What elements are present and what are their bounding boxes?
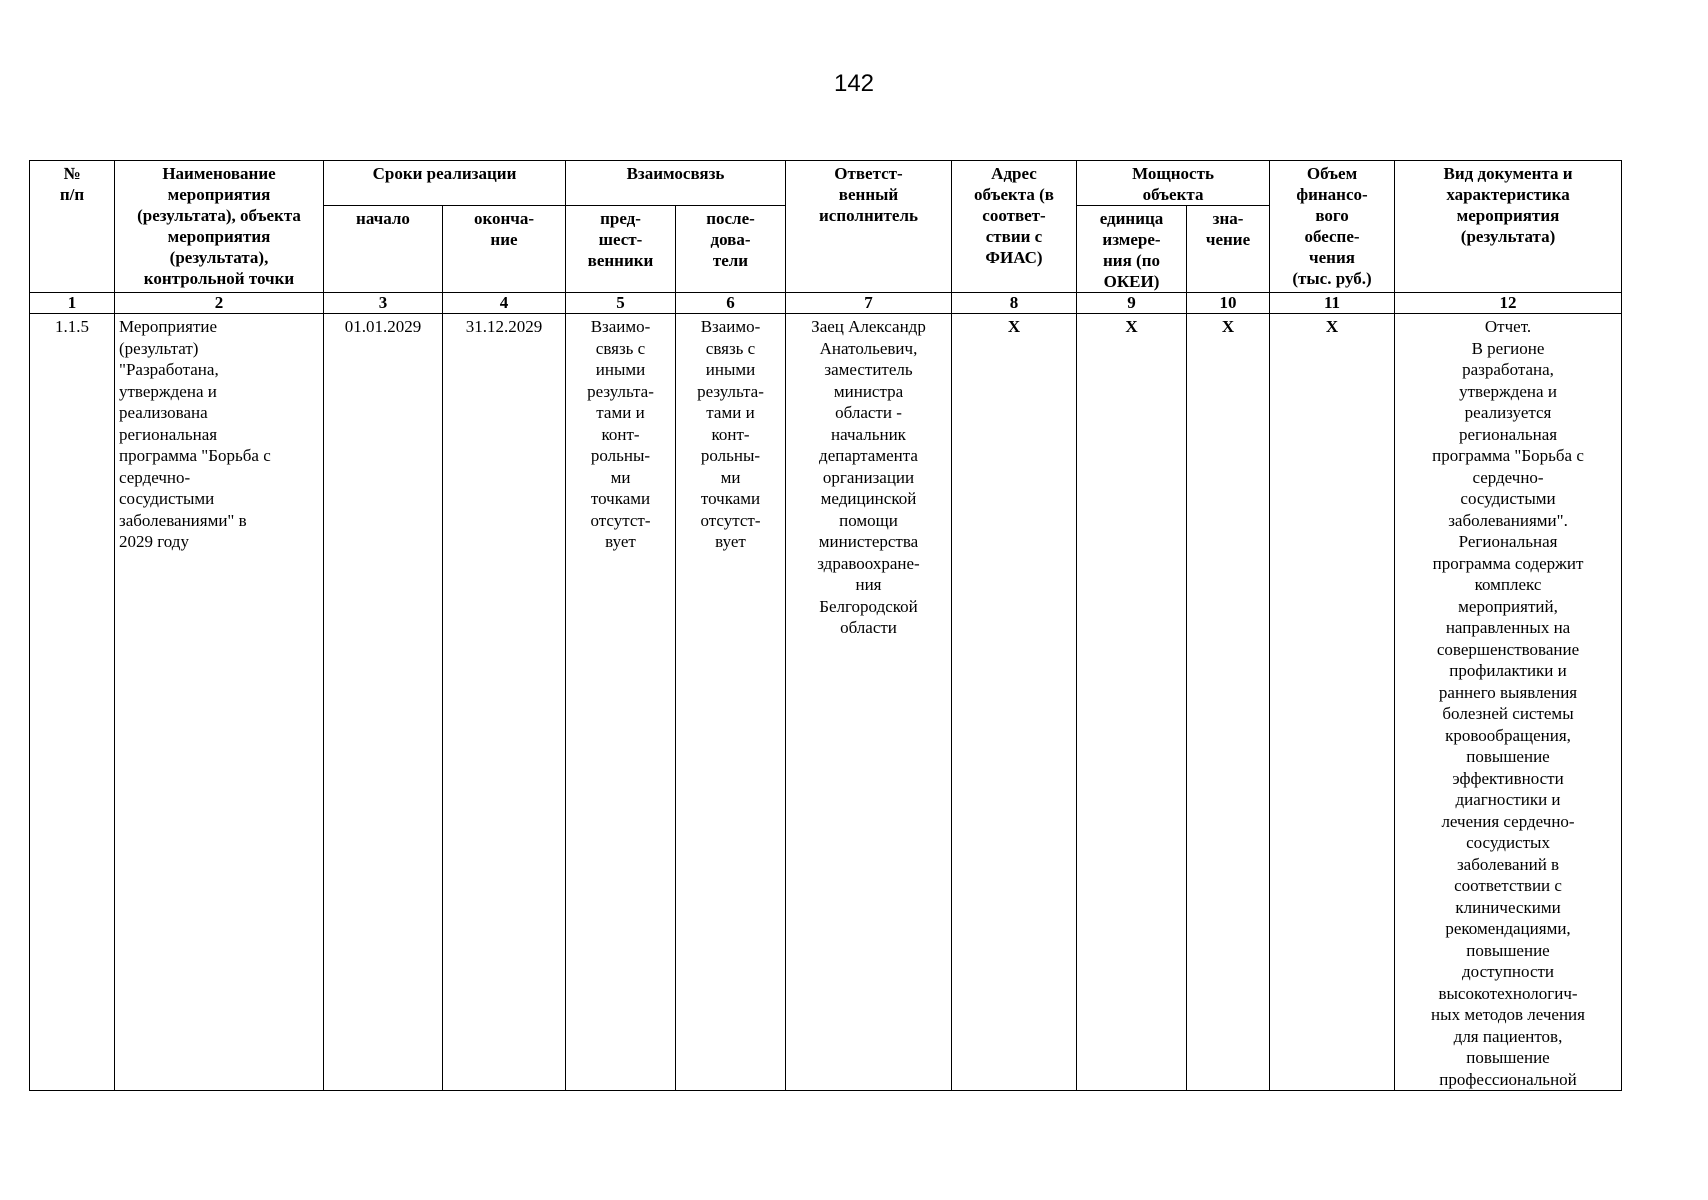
header-start: начало (324, 206, 443, 293)
row-predecessors: Взаимо- связь с иными результа- тами и конт- рольны- ми точками отсутст- вует (566, 314, 676, 1091)
header-predecessors: пред- шест- венники (566, 206, 676, 293)
row-responsible: Заец Александр Анатольевич, заместитель министра области - начальник департамента организации медицинской помощи министерства здравоохране- ния Белгородской области (786, 314, 952, 1091)
row-successors: Взаимо- связь с иными результа- тами и конт- рольны- ми точками отсутст- вует (676, 314, 786, 1091)
column-number: 5 (566, 293, 676, 314)
header-group-terms: Сроки реализации (324, 161, 566, 206)
column-number: 9 (1077, 293, 1187, 314)
column-number-row (30, 293, 1622, 314)
row-number: 1.1.5 (30, 314, 115, 1091)
header-row-1 (30, 161, 1622, 206)
header-end: оконча- ние (443, 206, 566, 293)
column-number: 3 (324, 293, 443, 314)
header-unit: единица измере- ния (по ОКЕИ) (1077, 206, 1187, 293)
column-number: 12 (1395, 293, 1622, 314)
implementation-plan-table (29, 160, 1622, 1091)
column-number: 2 (115, 293, 324, 314)
header-number: № п/п (30, 161, 115, 293)
header-group-link: Взаимосвязь (566, 161, 786, 206)
row-unit: X (1077, 314, 1187, 1091)
header-address: Адрес объекта (в соответ- ствии с ФИАС) (952, 161, 1077, 293)
row-funding: X (1270, 314, 1395, 1091)
header-name: Наименование мероприятия (результата), объекта мероприятия (результата), контрольной точки (115, 161, 324, 293)
row-end-date: 31.12.2029 (443, 314, 566, 1091)
page-number: 142 (833, 70, 875, 97)
row-name: Мероприятие (результат) "Разработана, утверждена и реализована региональная программа "Борьба с сердечно- сосудистыми заболеваниями" в 2029 году (115, 314, 324, 1091)
header-successors: после- дова- тели (676, 206, 786, 293)
column-number: 8 (952, 293, 1077, 314)
header-funding: Объем финансо- вого обеспе- чения (тыс. руб.) (1270, 161, 1395, 293)
header-group-capacity: Мощность объекта (1077, 161, 1270, 206)
header-document: Вид документа и характеристика мероприятия (результата) (1395, 161, 1622, 293)
column-number: 10 (1187, 293, 1270, 314)
column-number: 11 (1270, 293, 1395, 314)
column-number: 7 (786, 293, 952, 314)
column-number: 1 (30, 293, 115, 314)
column-number: 6 (676, 293, 786, 314)
table-row (30, 314, 1622, 1091)
row-document: Отчет. В регионе разработана, утверждена и реализуется региональная программа "Борьба с сердечно- сосудистыми заболеваниями". Региональная программа содержит комплекс мероприятий, направленных на совершенствование профилактики и раннего выявления болезней системы кровообращения, повышение эффективности диагностики и лечения сердечно- сосудистых заболеваний в соответствии с клиническими рекомендациями, повышение доступности высокотехнологич- ных методов лечения для пациентов, повышение профессиональной (1395, 314, 1622, 1091)
header-value: зна- чение (1187, 206, 1270, 293)
row-start-date: 01.01.2029 (324, 314, 443, 1091)
row-value: X (1187, 314, 1270, 1091)
row-address: X (952, 314, 1077, 1091)
header-responsible: Ответст- венный исполнитель (786, 161, 952, 293)
column-number: 4 (443, 293, 566, 314)
